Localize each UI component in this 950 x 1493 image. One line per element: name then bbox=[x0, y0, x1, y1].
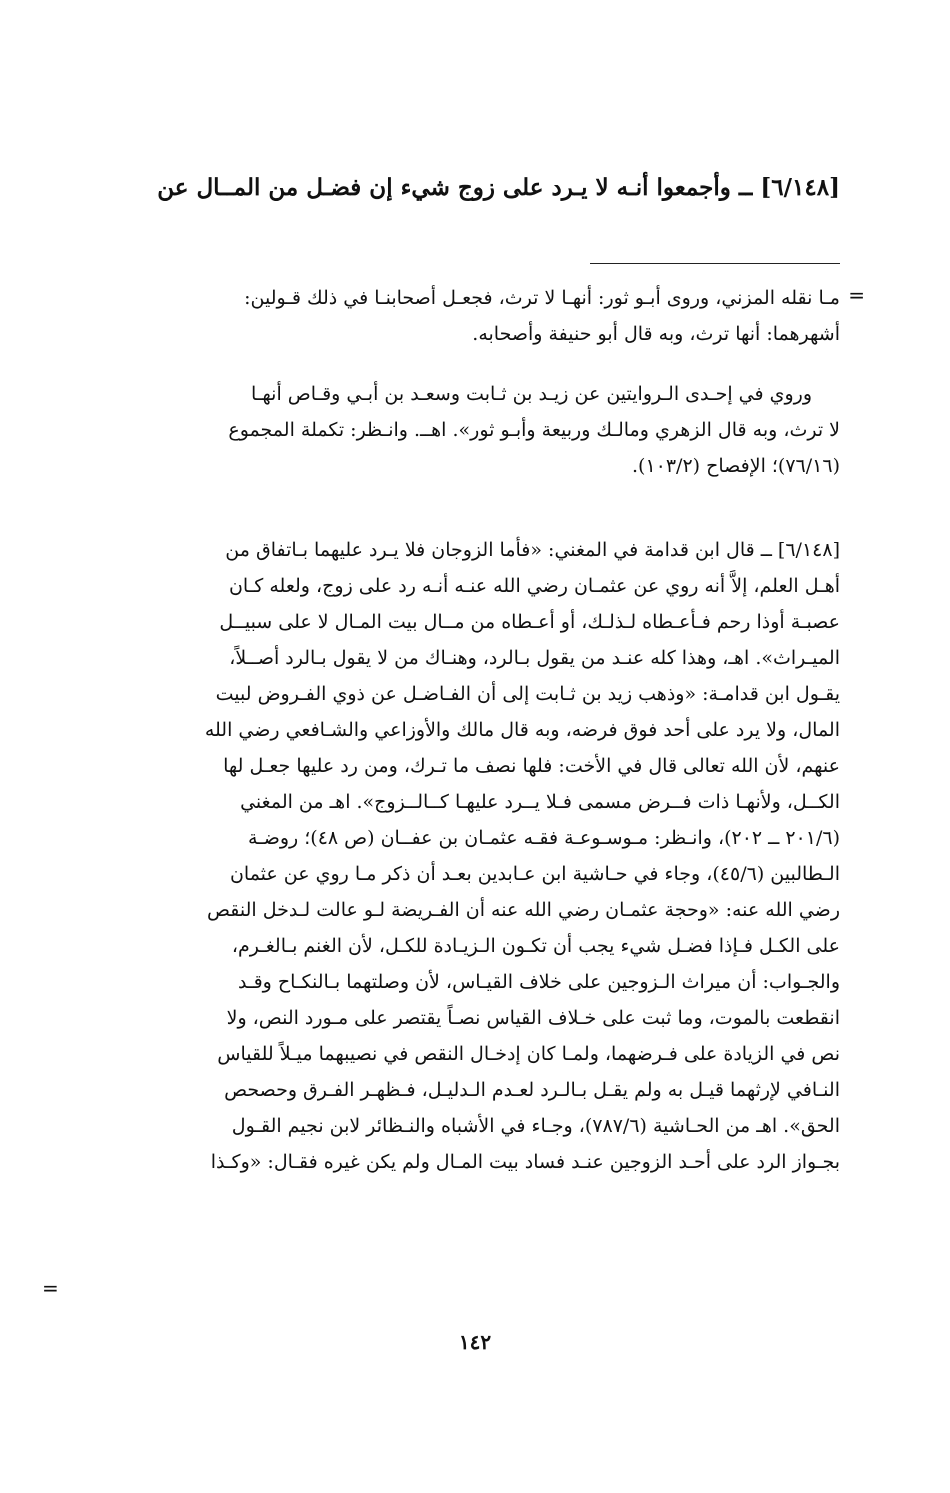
footnote-paragraph-2 bbox=[95, 376, 840, 484]
footnote-line: [٦/١٤٨] ــ قال ابن قدامة في المغني: «فأما الزوجان فلا يـرد عليهما بـاتفاق من bbox=[225, 539, 840, 561]
footnote-line: يقـول ابن قدامـة: «وذهب زيد بن ثـابت إلى أن الفـاضـل عن ذوي الفـروض لبيت bbox=[215, 683, 840, 705]
footnote-line: عصبـة أوذا رحم فـأعـطاه لـذلـك، أو أعـطاه من مــال بيت المـال لا على سبيــل bbox=[219, 611, 840, 633]
footnote-line: رضي الله عنه: «وحجة عثمـان رضي الله عنه أن الفـريضة لـو عالت لـدخل النقص bbox=[207, 899, 840, 921]
footnote-separator bbox=[590, 263, 840, 264]
footnote-line: (٧٦/١٦)؛ الإفصاح (١٠٣/٢). bbox=[631, 455, 840, 477]
main-text: [٦/١٤٨] ــ وأجمعوا أنـه لا يـرد على زوج شيء إن فضـل من المــال عن bbox=[157, 174, 840, 201]
footnote-line: نص في الزيادة على فـرضهما، ولمـا كان إدخـال النقص في نصيبهما ميـلاً للقياس bbox=[217, 1043, 840, 1065]
footnote-line: على الكـل فـإذا فضـل شيء يجب أن تكـون الـزيـادة للكـل، لأن الغنم بـالغـرم، bbox=[231, 935, 840, 957]
footnote-line: الميـراث». اهـ، وهذا كله عنـد من يقول بـالرد، وهنـاك من لا يقول بـالرد أصــلاً، bbox=[229, 647, 840, 669]
footnote-line: انقطعت بالموت، وما ثبت على خـلاف القياس نصـاً يقتصر على مـورد النص، ولا bbox=[226, 1007, 840, 1029]
footnote-continuation-marker-end: = bbox=[42, 1276, 59, 1300]
footnote-line: بجـواز الرد على أحـد الزوجين عنـد فساد بيت المـال ولم يكن غيره فقـال: «وكـذا bbox=[210, 1151, 840, 1173]
footnote-line: لا ترث، وبه قال الزهري ومالـك وربيعة وأبـو ثور». اهــ. وانـظر: تكملة المجموع bbox=[228, 419, 840, 441]
footnote-line: (٢٠١/٦ ــ ٢٠٢)، وانـظر: مـوسـوعـة فقـه عثمـان بن عفــان (ص ٤٨)؛ روضـة bbox=[247, 827, 840, 849]
footnote-line: الحق». اهـ من الحـاشية (٧٨٧/٦)، وجـاء في الأشباه والنـظائر لابن نجيم القـول bbox=[231, 1115, 840, 1137]
footnote-paragraph-3 bbox=[95, 532, 840, 1180]
page-number: ١٤٢ bbox=[458, 1330, 492, 1354]
footnote-line: عنهم، لأن الله تعالى قال في الأخت: فلها نصف ما تـرك، ومن رد عليها جعـل لها bbox=[223, 755, 840, 777]
footnote-line: أشهرهما: أنها ترث، وبه قال أبو حنيفة وأصحابه. bbox=[472, 323, 840, 345]
footnote-continuation-marker-start: = bbox=[848, 283, 865, 307]
footnote-line: الكــل، ولأنهـا ذات فــرض مسمى فـلا يــرد عليهـا كــالــزوج». اهـ من المغني bbox=[240, 791, 840, 813]
footnote-line: النـافي لإرثهما قيـل به ولم يقـل بـالـرد لعـدم الـدليـل، فـظهـر الفـرق وحصحص bbox=[224, 1079, 840, 1101]
footnote-line: وروي في إحـدى الـروايتين عن زيـد بن ثـابت وسعـد بن أبـي وقـاص أنهـا bbox=[251, 383, 812, 405]
footnote-paragraph-1 bbox=[95, 280, 840, 352]
footnote-line: مـا نقله المزني، وروى أبـو ثور: أنهـا لا ترث، فجعـل أصحابنـا في ذلك قـولين: bbox=[244, 287, 840, 309]
footnote-line: المال، ولا يرد على أحد فوق فرضه، وبه قال مالك والأوزاعي والشـافعي رضي الله bbox=[204, 719, 840, 741]
footnote-line: والجـواب: أن ميراث الـزوجين على خلاف القيـاس، لأن وصلتهما بـالنكـاح وقـد bbox=[238, 971, 840, 993]
footnote-line: أهـل العلم، إلاَّ أنه روي عن عثمـان رضي الله عنـه أنـه رد على زوج، ولعله كـان bbox=[228, 575, 840, 597]
footnote-line: الـطالبين (٤٥/٦)، وجاء في حـاشية ابن عـابدين بعـد أن ذكر مـا روي عن عثمان bbox=[229, 863, 840, 885]
